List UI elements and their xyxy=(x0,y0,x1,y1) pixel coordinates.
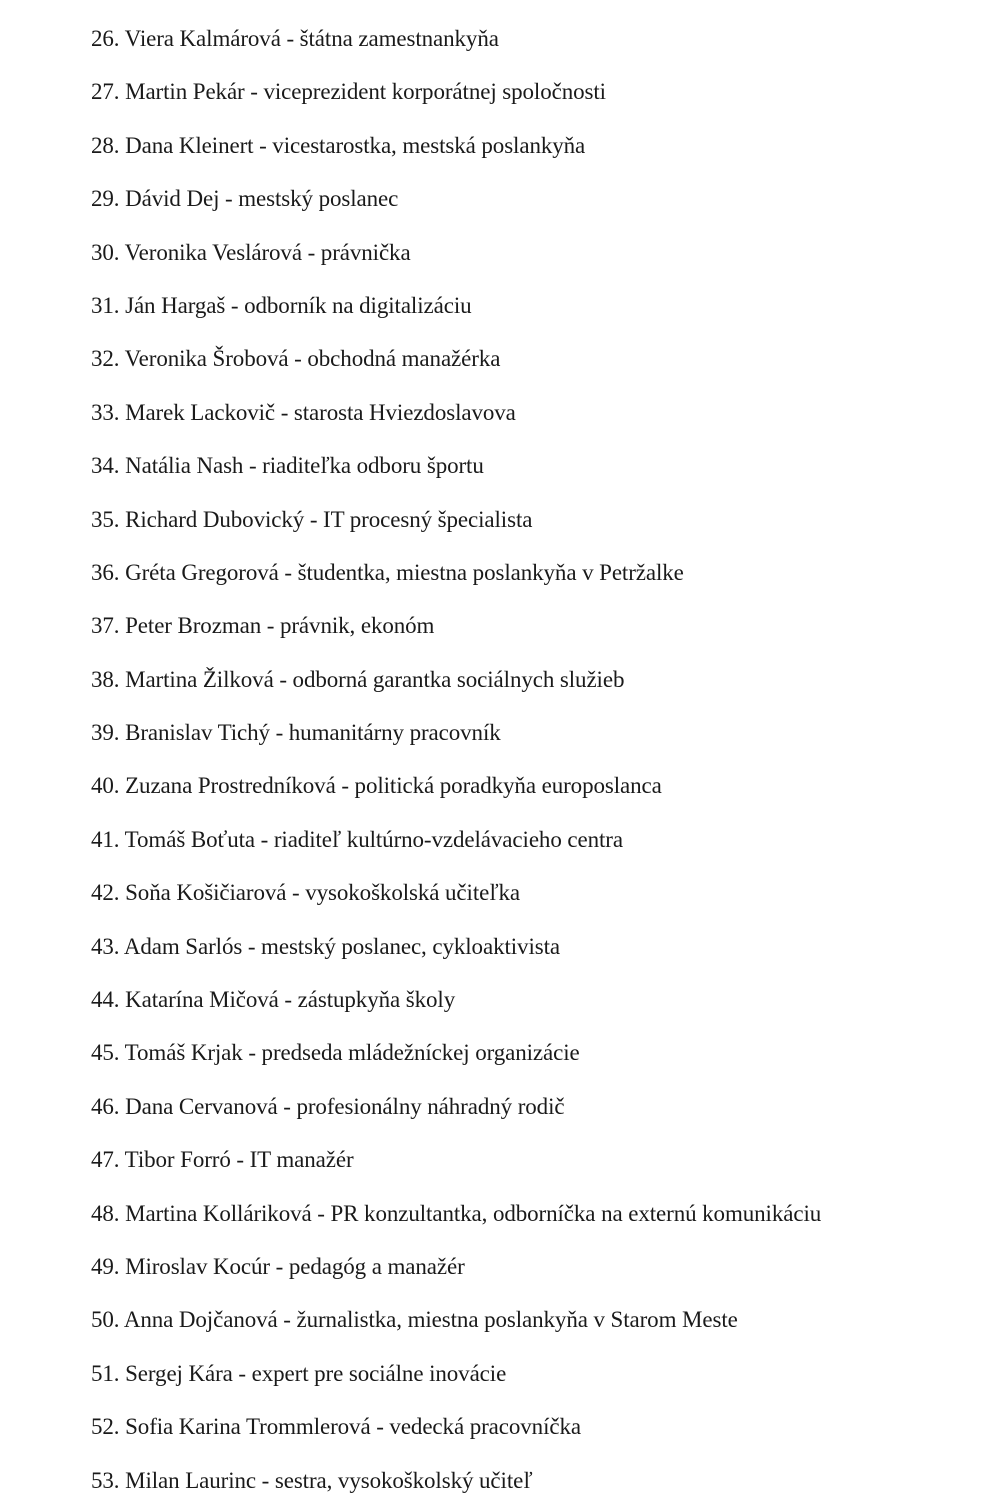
list-item: 42. Soňa Košičiarová - vysokoškolská učiteľka xyxy=(91,880,520,906)
list-item: 35. Richard Dubovický - IT procesný špecialista xyxy=(91,506,533,532)
list-item: 37. Peter Brozman - právnik, ekonóm xyxy=(91,613,435,639)
list-item: 53. Milan Laurinc - sestra, vysokoškolský učiteľ xyxy=(91,1467,533,1493)
list-item: 30. Veronika Veslárová - právnička xyxy=(91,239,411,265)
list-item: 45. Tomáš Krjak - predseda mládežníckej organizácie xyxy=(91,1040,580,1066)
list-item: 36. Gréta Gregorová - študentka, miestna poslankyňa v Petržalke xyxy=(91,559,684,585)
list-item: 43. Adam Sarlós - mestský poslanec, cykloaktivista xyxy=(91,933,560,959)
list-item: 27. Martin Pekár - viceprezident korporátnej spoločnosti xyxy=(91,79,606,105)
list-item: 50. Anna Dojčanová - žurnalistka, miestna poslankyňa v Starom Meste xyxy=(91,1307,738,1333)
list-item: 31. Ján Hargaš - odborník na digitalizáciu xyxy=(91,292,472,318)
list-item: 32. Veronika Šrobová - obchodná manažérka xyxy=(91,346,501,372)
list-item: 40. Zuzana Prostredníková - politická poradkyňa europoslanca xyxy=(91,773,662,799)
list-item: 34. Natália Nash - riaditeľka odboru športu xyxy=(91,453,484,479)
list-item: 51. Sergej Kára - expert pre sociálne inovácie xyxy=(91,1360,507,1386)
list-item: 33. Marek Lackovič - starosta Hviezdoslavova xyxy=(91,399,516,425)
list-item: 29. Dávid Dej - mestský poslanec xyxy=(91,186,399,212)
list-item: 48. Martina Kolláriková - PR konzultantka, odborníčka na externú komunikáciu xyxy=(91,1200,822,1226)
list-item: 52. Sofia Karina Trommlerová - vedecká pracovníčka xyxy=(91,1414,581,1440)
list-item: 44. Katarína Mičová - zástupkyňa školy xyxy=(91,987,456,1013)
list-item: 28. Dana Kleinert - vicestarostka, mestská poslankyňa xyxy=(91,132,586,158)
list-item: 38. Martina Žilková - odborná garantka sociálnych služieb xyxy=(91,666,625,692)
list-item: 46. Dana Cervanová - profesionálny náhradný rodič xyxy=(91,1093,565,1119)
list-item: 49. Miroslav Kocúr - pedagóg a manažér xyxy=(91,1253,465,1279)
candidate-list xyxy=(91,12,821,1507)
list-item: 39. Branislav Tichý - humanitárny pracovník xyxy=(91,720,501,746)
list-item: 26. Viera Kalmárová - štátna zamestnankyňa xyxy=(91,26,499,51)
list-item: 47. Tibor Forró - IT manažér xyxy=(91,1147,354,1173)
list-item: 41. Tomáš Boťuta - riaditeľ kultúrno-vzdelávacieho centra xyxy=(91,826,623,852)
